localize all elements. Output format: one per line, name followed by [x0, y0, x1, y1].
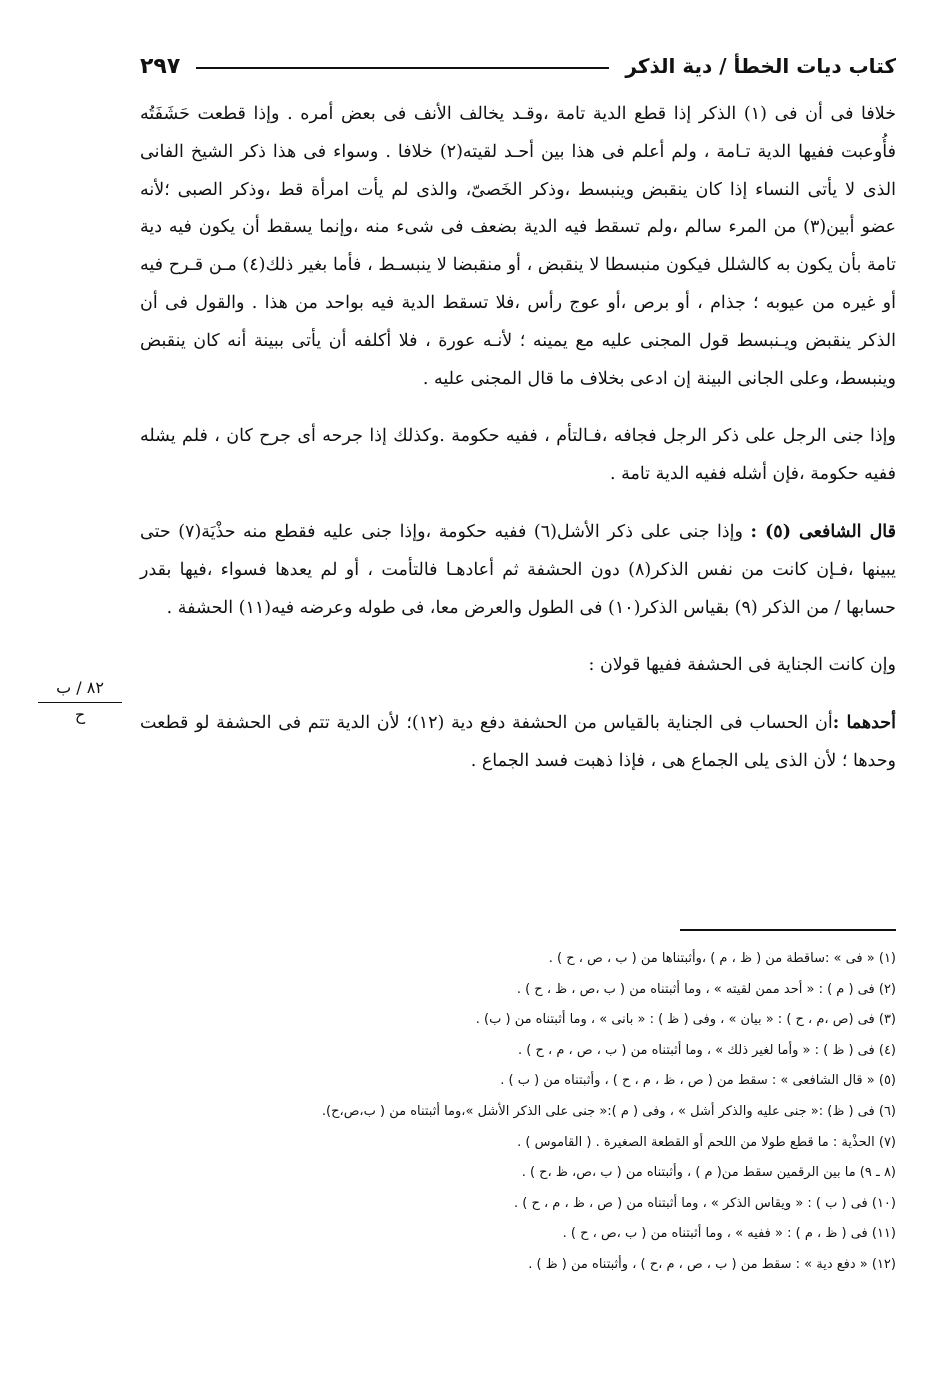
footnote-12: (١٢) « دفع دية » : سقط من ( ب ، ص ، م ،ح ) ، وأثبتناه من ( ظ ) .	[528, 1256, 896, 1272]
running-title: كتاب ديات الخطأ / دية الذكر	[625, 54, 896, 78]
paragraph-2: وإذا جنى الرجل على ذكر الرجل فجافه ،فـالتأم ، ففيه حكومة .وكذلك إذا جرحه أى جرح كان ، فلم يشله ففيه حكومة ،فإن أشله ففيه الدية تامة .	[140, 426, 896, 485]
paragraph-4: وإن كانت الجناية فى الحشفة ففيها قولان :	[588, 655, 896, 676]
paragraph-3	[140, 514, 896, 627]
page-header	[140, 46, 896, 86]
footnote-7: (٧) الحذْية : ما قطع طولا من اللحم أو القطعة الصغيرة . ( القاموس ) .	[517, 1134, 896, 1150]
paragraph-3-text: وإذا جنى على ذكر الأشل(٦) ففيه حكومة ،وإذا جنى عليه فقطع منه حذْيَة(٧) حتى يبينها ،فـإن كانت من نفس الذكر(٨) دون الحشفة ثم أعادهـا فالتأمت ، أو لم يعدها فسواء ،فيها بقدر حسابها / من الذكر (٩) بقياس الذكر(١٠) فى الطول والعرض معا، فى طوله وعرضه فيه(١١) الحشفة .	[140, 521, 896, 618]
paragraph-3-lead: قال الشافعى (٥) :	[750, 521, 896, 542]
footnote-6: (٦) فى ( ظ) :« جنى عليه والذكر أشل » ، وفى ( م ):« جنى على الذكر الأشل »،وما أثبتناه من ( ب،ص،ح).	[321, 1103, 896, 1119]
page-number: ٢٩٧	[140, 53, 181, 79]
footnote-3: (٣) فى (ص ،م ، ح ) : « بيان » ، وفى ( ظ ) : « بانى » ، وما أثبتناه من ( ب) .	[475, 1012, 896, 1028]
footnote-rule	[680, 929, 896, 931]
footnote-10: (١٠) فى ( ب ) : « ويقاس الذكر » ، وما أثبتناه من ( ص ، ظ ، م ، ح ) .	[513, 1195, 896, 1211]
margin-manuscript-siglum: ح	[74, 705, 86, 724]
footnotes	[140, 944, 896, 1281]
footnote-4: (٤) فى ( ظ ) : « وأما لغير ذلك » ، وما أثبتناه من ( ب ، ص ، م ، ح ) .	[518, 1042, 896, 1058]
paragraph-5	[140, 705, 896, 781]
margin-note	[38, 676, 122, 727]
footnote-2: (٢) فى ( م ) : « أحد ممن لقيته » ، وما أثبتناه من ( ب ،ص ، ظ ، ح ) .	[516, 981, 896, 997]
footnote-11: (١١) فى ( ظ ، م ) : « ففيه » ، وما أثبتناه من ( ب ،ص ، ح ) .	[562, 1226, 896, 1242]
header-rule	[196, 67, 609, 69]
paragraph-5-lead: أحدهما :	[832, 713, 896, 734]
footnote-1: (١) « فى » :ساقطة من ( ظ ، م ) ،وأثبتناها من ( ب ، ص ، ح ) .	[548, 951, 896, 966]
main-text	[140, 96, 896, 781]
paragraph-1: خلافا فى أن فى (١) الذكر إذا قطع الدية تامة ،وقـد يخالف الأنف فى بعض أمره . وإذا قطعت حَشَفَتُه فأُوعبت ففيها الدية تـامة ، ولم أعلم فى هذا بين أحـد لقيته(٢) خلافا . وسواء فى هذا ذكر الشيخ الفانى الذى لا يأتى النساء إذا كان ينقبض وينبسط ،وذكر الخَصىّ، والذى لم يأت امرأة قط ،وذكر الصبى ؛لأنه عضو أبين(٣) من المرء سالم ،ولم تسقط فيه الدية بضعف فى شىء منه ،وإنما يسقط أن يكون فيه دية تامة بأن يكون به كالشلل فيكون منبسطا لا ينقبض ، أو منقبضا لا ينبسـط ، فأما بغير ذلك(٤) مـن قـرح فيه أو غيره من عيوبه ؛ جذام ، أو برص ،أو عوج رأس ،فلا تسقط الدية فيه بواحد من هذا . والقول فى أن الذكر ينقبض ويـنبسط قول المجنى عليه مع يمينه ؛ لأنـه عورة ، فلا أكلفه أن يأتى ببينة أنه كان ينقبض وينبسط، وعلى الجانى البينة إن ادعى بخلاف ما قال المجنى عليه .	[140, 104, 897, 389]
footnote-5: (٥) « قال الشافعى » : سقط من ( ص ، ظ ، م ، ح ) ، وأثبتناه من ( ب ) .	[500, 1073, 896, 1089]
footnote-8-9: (٨ ـ ٩) ما بين الرقمين سقط من( م ) ، وأثبتناه من ( ب ،ص، ظ ،ح ) .	[521, 1165, 896, 1181]
paragraph-5-text: أن الحساب فى الجناية بالقياس من الحشفة دفع دية (١٢)؛ لأن الدية تتم فى الحشفة لو قطعت وحدها ؛ لأن الذى يلى الجماع هى ، فإذا ذهبت فسد الجماع .	[140, 713, 896, 771]
margin-folio-ref: ٨٢ / ب	[38, 676, 122, 703]
